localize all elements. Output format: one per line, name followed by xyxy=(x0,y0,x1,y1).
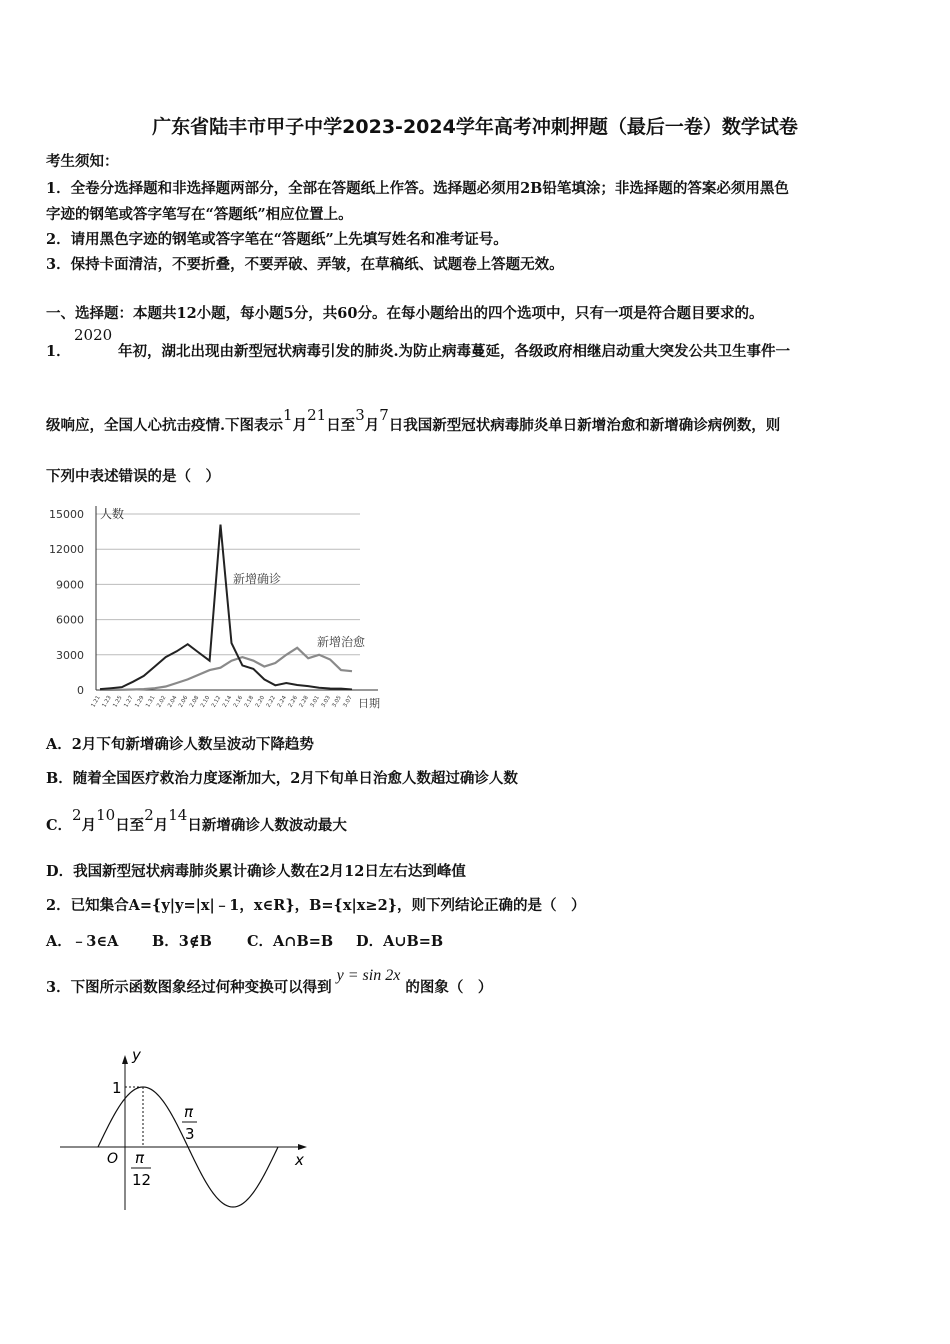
section-heading: 一、选择题：本题共12小题，每小题5分，共60分。在每小题给出的四个选项中，只有一项是符合题目要求的。 xyxy=(46,305,764,322)
q1-option-c-month-2: 2 xyxy=(144,806,154,824)
notice-heading: 考生须知： xyxy=(46,153,119,170)
q1-month-1: 1 xyxy=(283,406,293,424)
q3-stem-pre: 3．下图所示函数图象经过何种变换可以得到 xyxy=(46,979,332,996)
chart-y-tick-label: 0 xyxy=(77,684,84,697)
graph-one-label: 1 xyxy=(112,1079,122,1097)
legend-new-confirmed: 新增确诊 xyxy=(233,572,282,586)
graph-pi-over-3-den: 3 xyxy=(185,1125,195,1143)
notice-line-1b: 字迹的钢笔或答字笔写在“答题纸”相应位置上。 xyxy=(46,206,353,223)
sine-graph xyxy=(55,1045,315,1215)
q1-day-2: 7 xyxy=(379,406,389,424)
graph-pi-over-12-den: 12 xyxy=(132,1171,152,1189)
q2-option-d: D．A∪B=B xyxy=(356,933,444,950)
chart-x-tick-label: 2.28 xyxy=(298,695,310,709)
legend-new-cured: 新增治愈 xyxy=(317,635,366,649)
chart-y-tick-label: 3000 xyxy=(56,648,84,662)
q1-day-1: 21 xyxy=(307,406,327,424)
q1-number: 1． xyxy=(46,343,71,360)
chart-x-tick-label: 2.02 xyxy=(156,695,168,709)
q1-line-2b: 日至 xyxy=(326,417,356,434)
q1-option-c-day-2: 14 xyxy=(168,806,188,824)
graph-x-arrow xyxy=(298,1144,307,1150)
q1-option-c xyxy=(46,806,347,835)
q2-option-a: A．﹣3∈A xyxy=(46,933,119,950)
q1-option-c-yue-1: 月 xyxy=(81,817,97,834)
q1-option-c-post: 日新增确诊人数波动最大 xyxy=(187,817,347,834)
chart-x-tick-label: 2.18 xyxy=(243,695,256,709)
q1-option-c-prefix: C． xyxy=(46,817,73,834)
chart-x-tick-label: 2.08 xyxy=(189,695,201,709)
graph-y-label: y xyxy=(132,1046,141,1064)
chart-x-tick-label: 2.16 xyxy=(232,695,245,709)
chart-x-tick-label: 1.21 xyxy=(90,695,102,709)
chart-x-tick-labels xyxy=(90,695,354,709)
q2-option-b: B．3∉B xyxy=(152,933,212,950)
graph-x-label: x xyxy=(295,1151,304,1169)
chart-x-tick-label: 3.01 xyxy=(309,695,321,709)
chart-y-tick-labels xyxy=(49,508,84,697)
chart-x-tick-label: 2.24 xyxy=(276,695,288,709)
q1-option-a: A．2月下旬新增确诊人数呈波动下降趋势 xyxy=(46,736,314,753)
notice-line-1a: 1．全卷分选择题和非选择题两部分，全部在答题纸上作答。选择题必须用2B铅笔填涂；非选择题的答案必须用黑色 xyxy=(46,180,789,197)
q1-option-c-month-1: 2 xyxy=(72,806,82,824)
chart-x-tick-label: 1.25 xyxy=(112,695,124,709)
q3-stem-post: 的图象（ ） xyxy=(405,979,493,996)
chart-x-tick-label: 1.31 xyxy=(145,695,157,709)
q1-option-c-day-1: 10 xyxy=(96,806,116,824)
page-title: 广东省陆丰市甲子中学2023-2024学年高考冲刺押题（最后一卷）数学试卷 xyxy=(152,116,798,138)
chart-y-tick-label: 6000 xyxy=(56,613,84,627)
q1-line-1: 年初，湖北出现由新型冠状病毒引发的肺炎.为防止病毒蔓延，各级政府相继启动重大突发公共卫生事件一 xyxy=(118,343,791,360)
q1-line-2c: 日我国新型冠状病毒肺炎单日新增治愈和新增确诊病例数，则 xyxy=(388,417,781,434)
chart-x-tick-label: 1.23 xyxy=(101,695,113,709)
chart-x-tick-label: 2.04 xyxy=(167,695,179,709)
chart-y-tick-label: 9000 xyxy=(56,578,84,592)
q1-month-2: 3 xyxy=(355,406,365,424)
chart-y-label: 人数 xyxy=(100,507,125,521)
graph-pi-over-3-num: π xyxy=(184,1103,194,1121)
chart-gridlines xyxy=(96,514,360,655)
chart-x-tick-label: 1.29 xyxy=(134,695,146,709)
chart-x-tick-label: 2.20 xyxy=(254,695,267,709)
series-line-new-cured xyxy=(100,648,352,690)
graph-y-arrow xyxy=(122,1055,128,1064)
chart-x-tick-label: 2.26 xyxy=(287,695,299,709)
chart-x-tick-label: 2.12 xyxy=(210,695,223,709)
q1-year: 2020 xyxy=(74,326,113,344)
q1-option-b: B．随着全国医疗救治力度逐渐加大，2月下旬单日治愈人数超过确诊人数 xyxy=(46,770,518,787)
q1-option-c-yue-2: 月 xyxy=(153,817,169,834)
chart-y-tick-label: 12000 xyxy=(49,543,84,557)
chart-y-tick-label: 15000 xyxy=(49,508,84,521)
q1-line-3: 下列中表述错误的是（ ） xyxy=(46,468,220,485)
q3-stem xyxy=(46,967,493,997)
chart-x-tick-label: 2.06 xyxy=(178,695,190,709)
q1-option-c-mid: 日至 xyxy=(115,817,145,834)
graph-origin-label: O xyxy=(107,1151,119,1167)
q1-line-2 xyxy=(46,406,781,435)
epidemic-line-chart xyxy=(40,498,390,714)
q2-option-c: C．A∩B=B xyxy=(247,933,334,950)
chart-x-tick-label: 3.07 xyxy=(342,695,354,709)
q1-line-2a: 级响应，全国人心抗击疫情.下图表示 xyxy=(46,417,284,434)
chart-x-tick-label: 1.27 xyxy=(123,695,135,709)
q1-yue-2: 月 xyxy=(364,417,380,434)
chart-x-tick-label: 2.22 xyxy=(265,695,278,709)
chart-x-tick-label: 3.03 xyxy=(320,695,332,709)
chart-x-label: 日期 xyxy=(358,697,380,710)
q1-yue-1: 月 xyxy=(292,417,308,434)
q2-stem: 2．已知集合A={y|y=|x|﹣1，x∈R}，B={x|x≥2}，则下列结论正确的是（ ） xyxy=(46,897,586,914)
q3-formula: y = sin 2x xyxy=(336,967,401,984)
graph-pi-over-12-num: π xyxy=(135,1149,145,1167)
chart-x-tick-label: 2.14 xyxy=(221,695,234,709)
notice-line-2: 2．请用黑色字迹的钢笔或答字笔在“答题纸”上先填写姓名和准考证号。 xyxy=(46,231,508,248)
chart-x-tick-label: 2.10 xyxy=(199,695,212,709)
notice-line-3: 3．保持卡面清洁，不要折叠，不要弄破、弄皱，在草稿纸、试题卷上答题无效。 xyxy=(46,256,564,273)
q1-option-d: D．我国新型冠状病毒肺炎累计确诊人数在2月12日左右达到峰值 xyxy=(46,863,466,880)
chart-x-tick-label: 3.05 xyxy=(331,695,343,709)
